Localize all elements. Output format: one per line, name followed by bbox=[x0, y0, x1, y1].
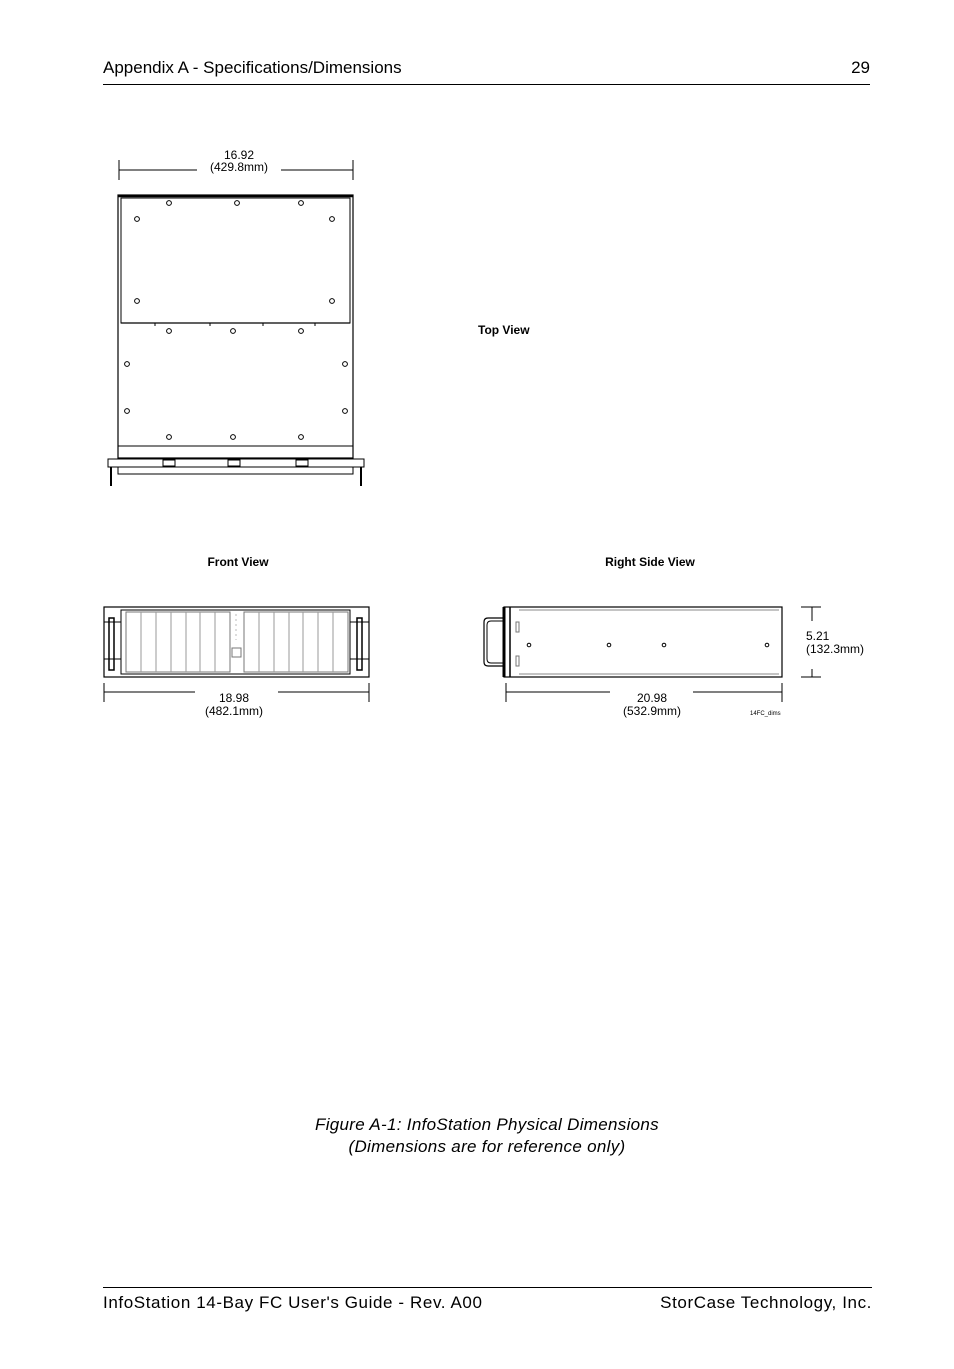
figure-caption-line1: Figure A-1: InfoStation Physical Dimensions bbox=[315, 1115, 659, 1134]
header-title: Appendix A - Specifications/Dimensions bbox=[103, 58, 402, 77]
front-view-drawing bbox=[104, 607, 369, 702]
top-view-drawing bbox=[108, 160, 364, 486]
figure-caption-line2: (Dimensions are for reference only) bbox=[348, 1137, 626, 1156]
side-view-drawing bbox=[484, 607, 821, 702]
footer-rule bbox=[103, 1287, 872, 1288]
top-view-label: Top View bbox=[478, 323, 530, 337]
footer-document-title: InfoStation 14-Bay FC User's Guide - Rev. A00 bbox=[103, 1293, 483, 1312]
front-view-label: Front View bbox=[207, 555, 269, 569]
top-width-in: 16.92 bbox=[223, 148, 255, 162]
side-depth-in: 20.98 bbox=[636, 691, 668, 705]
footer-company: StorCase Technology, Inc. bbox=[660, 1293, 872, 1312]
top-view-screws bbox=[125, 201, 348, 440]
side-height-mm: (132.3mm) bbox=[806, 642, 865, 656]
side-view-label: Right Side View bbox=[605, 555, 695, 569]
side-depth-mm: (532.9mm) bbox=[622, 704, 682, 718]
front-width-mm: (482.1mm) bbox=[204, 704, 264, 718]
front-width-in: 18.98 bbox=[218, 691, 250, 705]
drawing-id: 14FC_dims bbox=[750, 711, 781, 717]
side-height-in: 5.21 bbox=[806, 629, 830, 643]
page-number: 29 bbox=[851, 58, 870, 77]
top-width-mm: (429.8mm) bbox=[209, 160, 269, 174]
